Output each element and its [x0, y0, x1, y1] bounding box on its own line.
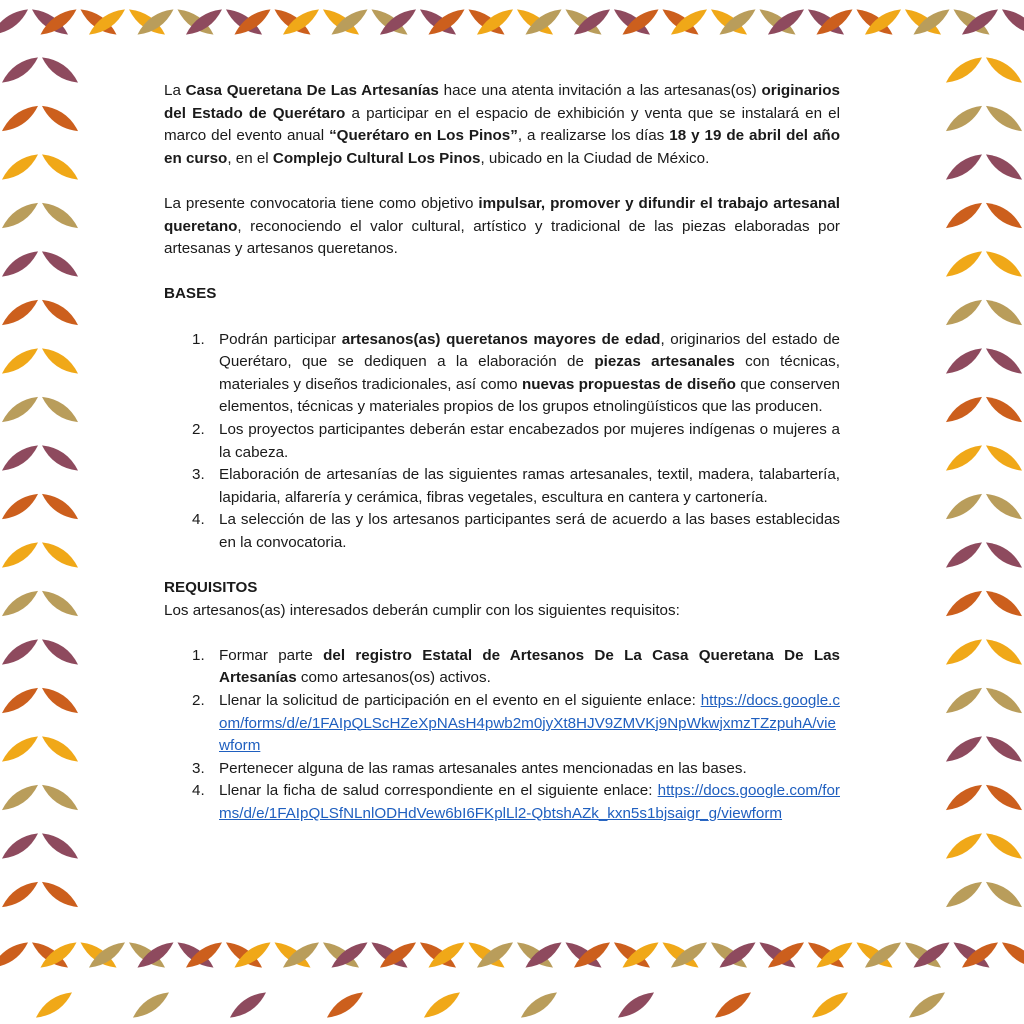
leaf-shape [983, 828, 1024, 863]
leaf-shape [324, 987, 367, 1022]
leaf-shape [0, 683, 41, 718]
registration-form-link[interactable]: https://docs.google.com/forms/d/e/1FAIpQLScHZeXpNAsH4pwb2m0jyXt8HJV9ZMVKj9NpWkwjxmzTZzpuhA/viewform [219, 692, 840, 755]
leaf-shape [0, 731, 41, 766]
leaf-shape [943, 537, 986, 572]
leaf-shape [39, 537, 82, 572]
list-item: 1. Formar parte del registro Estatal de Artesanos De La Casa Queretana De Las Artesanías como artesanos(os) activos. [192, 646, 841, 687]
leaf-shape [0, 149, 41, 184]
leaf-shape [39, 149, 82, 184]
leaf-shape [0, 101, 41, 136]
event-venue: Complejo Cultural Los Pinos [272, 149, 481, 167]
leaf-shape [983, 586, 1024, 621]
leaf-shape [39, 634, 82, 669]
leaf-shape [0, 4, 31, 39]
leaf-shape [712, 987, 755, 1022]
leaf-shape [39, 489, 82, 524]
leaf-shape [615, 987, 658, 1022]
leaf-shape [983, 101, 1024, 136]
leaf-shape [39, 731, 82, 766]
leaf-shape [0, 937, 31, 972]
leaf-shape [0, 828, 41, 863]
leaf-shape [130, 987, 173, 1022]
list-item: 2. Llenar la solicitud de participación en el evento en el siguiente enlace: https://docs.google.com/forms/d/e/1FAIpQLScHZeXpNAsH4pwb2m0jyXt8HJV9ZMVKj9NpWkwjxmzTZzpuhA/viewform [192, 692, 840, 755]
leaf-shape [943, 877, 986, 912]
list-item: 2. Los proyectos participantes deberán estar encabezados por mujeres indígenas o mujeres a la cabeza. [192, 420, 840, 461]
intro-paragraph-2: La presente convocatoria tiene como objetivo impulsar, promover y difundir el trabajo artesanal queretano, reconociendo el valor cultural, artístico y tradicional de las piezas elaboradas por artesanas y artesanos queretanos. [164, 194, 840, 258]
leaf-shape [39, 877, 82, 912]
leaf-shape [983, 537, 1024, 572]
list-item: 4. Llenar la ficha de salud correspondiente en el siguiente enlace: https://docs.google.com/forms/d/e/1FAIpQLSfNLnlODHdVew6bI6FKplLl2-QbtshAZk_kxn5s1bjsaigr_g/viewform [192, 782, 840, 822]
leaf-shape [943, 586, 986, 621]
organizer-name: Casa Queretana De Las Artesanías [185, 82, 439, 99]
leaf-shape [39, 198, 82, 233]
leaf-shape [943, 440, 986, 475]
leaf-shape [983, 343, 1024, 378]
bases-heading: BASES [164, 285, 217, 303]
leaf-shape [39, 343, 82, 378]
leaf-shape [943, 246, 986, 281]
leaf-shape [983, 246, 1024, 281]
leaf-shape [39, 52, 82, 87]
leaf-shape [39, 780, 82, 815]
leaf-shape [0, 537, 41, 572]
leaf-shape [943, 52, 986, 87]
requisitos-list [164, 645, 840, 826]
leaf-shape [0, 780, 41, 815]
leaf-shape [943, 295, 986, 330]
leaf-shape [906, 987, 949, 1022]
list-item: 1. Podrán participar artesanos(as) queretanos mayores de edad, originarios del estado de Querétaro, que se dediquen a la elaboración de piezas artesanales con técnicas, materiales y diseños tradicionales, así como nuevas propuestas de diseño que conserven elementos, técnicas y materiales propios de los grupos etnolingüísticos que las producen. [192, 330, 840, 416]
leaf-shape [39, 246, 82, 281]
leaf-shape [0, 198, 41, 233]
leaf-shape [943, 828, 986, 863]
leaf-shape [39, 828, 82, 863]
list-item: 4. La selección de las y los artesanos participantes será de acuerdo a las bases establecidas en la convocatoria. [192, 511, 840, 551]
event-dates: 18 y 19 de abril del año en curso [164, 127, 840, 167]
leaf-shape [0, 634, 41, 669]
leaf-shape [421, 987, 464, 1022]
leaf-shape [983, 731, 1024, 766]
leaf-shape [943, 149, 986, 184]
leaf-shape [943, 392, 986, 427]
objective: impulsar, promover y difundir el trabajo artesanal queretano [164, 194, 840, 235]
leaf-shape [943, 683, 986, 718]
leaf-shape [33, 987, 76, 1022]
leaf-shape [999, 937, 1024, 972]
leaf-shape [943, 343, 986, 378]
leaf-shape [943, 634, 986, 669]
leaf-shape [943, 101, 986, 136]
leaf-shape [983, 52, 1024, 87]
event-name: “Querétaro en Los Pinos” [329, 127, 518, 145]
leaf-shape [0, 877, 41, 912]
leaf-shape [983, 780, 1024, 815]
leaf-shape [0, 246, 41, 281]
leaf-shape [0, 586, 41, 621]
leaf-shape [983, 683, 1024, 718]
leaf-shape [39, 440, 82, 475]
leaf-shape [983, 489, 1024, 524]
leaf-shape [983, 440, 1024, 475]
leaf-shape [943, 489, 986, 524]
leaf-shape [0, 489, 41, 524]
bases-list [164, 329, 840, 555]
leaf-shape [0, 52, 41, 87]
leaf-shape [983, 634, 1024, 669]
leaf-shape [0, 295, 41, 330]
leaf-shape [0, 392, 41, 427]
leaf-shape [809, 987, 852, 1022]
leaf-shape [39, 295, 82, 330]
target-participants: originarios del Estado de Querétaro [164, 82, 840, 122]
leaf-shape [943, 198, 986, 233]
requisitos-intro: Los artesanos(as) interesados deberán cumplir con los siguientes requisitos: [164, 601, 680, 619]
list-item: 3. Pertenecer alguna de las ramas artesanales antes mencionadas en las bases. [192, 759, 747, 777]
document-body [164, 80, 840, 826]
leaf-shape [227, 987, 270, 1022]
leaf-shape [983, 149, 1024, 184]
leaf-shape [39, 683, 82, 718]
leaf-shape [39, 586, 82, 621]
leaf-shape [983, 295, 1024, 330]
intro-paragraph-1: La Casa Queretana De Las Artesanías hace una atenta invitación a las artesanas(os) originarios del Estado de Querétaro a participar en el espacio de exhibición y venta que se instalará en el marco del evento anual “Querétaro en Los Pinos”, a realizarse los días 18 y 19 de abril del año en curso, en el Complejo Cultural Los Pinos, ubicado en la Ciudad de México. [164, 82, 841, 167]
leaf-shape [983, 392, 1024, 427]
leaf-shape [0, 343, 41, 378]
leaf-shape [39, 101, 82, 136]
leaf-shape [983, 198, 1024, 233]
leaf-shape [943, 780, 986, 815]
leaf-shape [518, 987, 561, 1022]
health-form-link[interactable]: https://docs.google.com/forms/d/e/1FAIpQLSfNLnlODHdVew6bI6FKplLl2-QbtshAZk_kxn5s1bjsaigr_g/viewform [219, 782, 840, 822]
leaf-shape [999, 4, 1024, 39]
requisitos-heading: REQUISITOS [164, 579, 258, 597]
leaf-shape [0, 440, 41, 475]
list-item: 3. Elaboración de artesanías de las siguientes ramas artesanales, textil, madera, talabartería, lapidaria, alfarería y cerámica, fibras vegetales, escultura en cantera y cartonería. [192, 466, 840, 506]
leaf-shape [943, 731, 986, 766]
leaf-shape [983, 877, 1024, 912]
leaf-shape [39, 392, 82, 427]
